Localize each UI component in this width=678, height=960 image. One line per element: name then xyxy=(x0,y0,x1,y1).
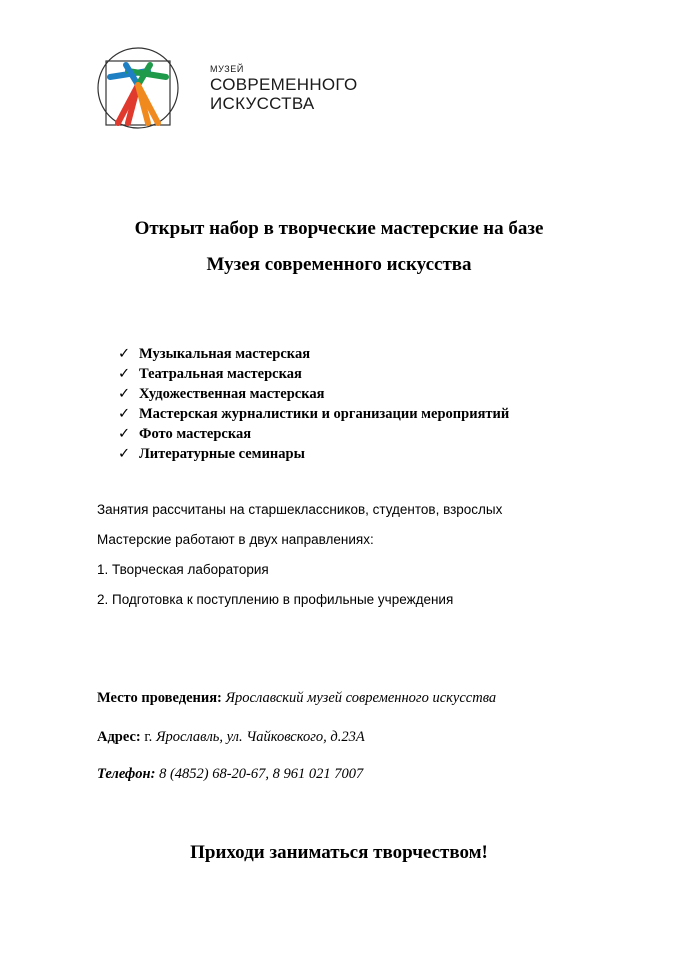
workshop-label: Литературные семинары xyxy=(139,446,305,462)
logo-line-1: СОВРЕМЕННОГО xyxy=(210,75,358,94)
list-item xyxy=(118,364,509,384)
list-item xyxy=(118,404,509,424)
venue-label: Место проведения: xyxy=(97,690,222,706)
audience-text: Занятия рассчитаны на старшеклассников, студентов, взрослых xyxy=(97,502,503,517)
list-item xyxy=(118,384,509,404)
address-line xyxy=(97,729,365,746)
check-icon: ✓ xyxy=(118,446,131,462)
museum-logo-wordmark xyxy=(210,64,358,113)
list-item xyxy=(118,444,509,464)
museum-figure-logo-icon xyxy=(96,43,180,133)
directions-intro: Мастерские работают в двух направлениях: xyxy=(97,532,374,547)
address-label: Адрес: xyxy=(97,729,141,745)
phone-value: 8 (4852) 68-20-67, 8 961 021 7007 xyxy=(159,766,364,782)
address-value: Ярославль, ул. Чайковского, д.23А xyxy=(155,729,365,745)
page-title-line-1: Открыт набор в творческие мастерские на базе xyxy=(134,218,544,239)
workshop-label: Художественная мастерская xyxy=(139,386,325,402)
direction-2: 2. Подготовка к поступлению в профильные учреждения xyxy=(97,592,454,607)
check-icon: ✓ xyxy=(118,346,131,362)
workshop-label: Музыкальная мастерская xyxy=(139,346,311,362)
workshop-label: Театральная мастерская xyxy=(139,366,302,382)
list-item xyxy=(118,344,509,364)
venue-value: Ярославский музей современного искусства xyxy=(225,690,497,706)
venue-line xyxy=(97,690,496,707)
logo-line-2: ИСКУССТВА xyxy=(210,94,315,113)
closing-slogan: Приходи заниматься творчеством! xyxy=(190,842,488,863)
page-title-line-2: Музея современного искусства xyxy=(206,254,472,275)
phone-label: Телефон: xyxy=(97,766,156,782)
workshop-label: Мастерская журналистики и организации мероприятий xyxy=(139,406,510,422)
workshop-label: Фото мастерская xyxy=(139,426,252,442)
phone-line xyxy=(97,766,363,783)
list-item xyxy=(118,424,509,444)
workshop-list xyxy=(118,344,509,464)
check-icon: ✓ xyxy=(118,366,131,382)
check-icon: ✓ xyxy=(118,426,131,442)
check-icon: ✓ xyxy=(118,406,131,422)
check-icon: ✓ xyxy=(118,386,131,402)
direction-1: 1. Творческая лаборатория xyxy=(97,562,269,577)
logo-small-text: МУЗЕЙ xyxy=(210,64,244,74)
address-prefix: г. xyxy=(144,729,153,745)
